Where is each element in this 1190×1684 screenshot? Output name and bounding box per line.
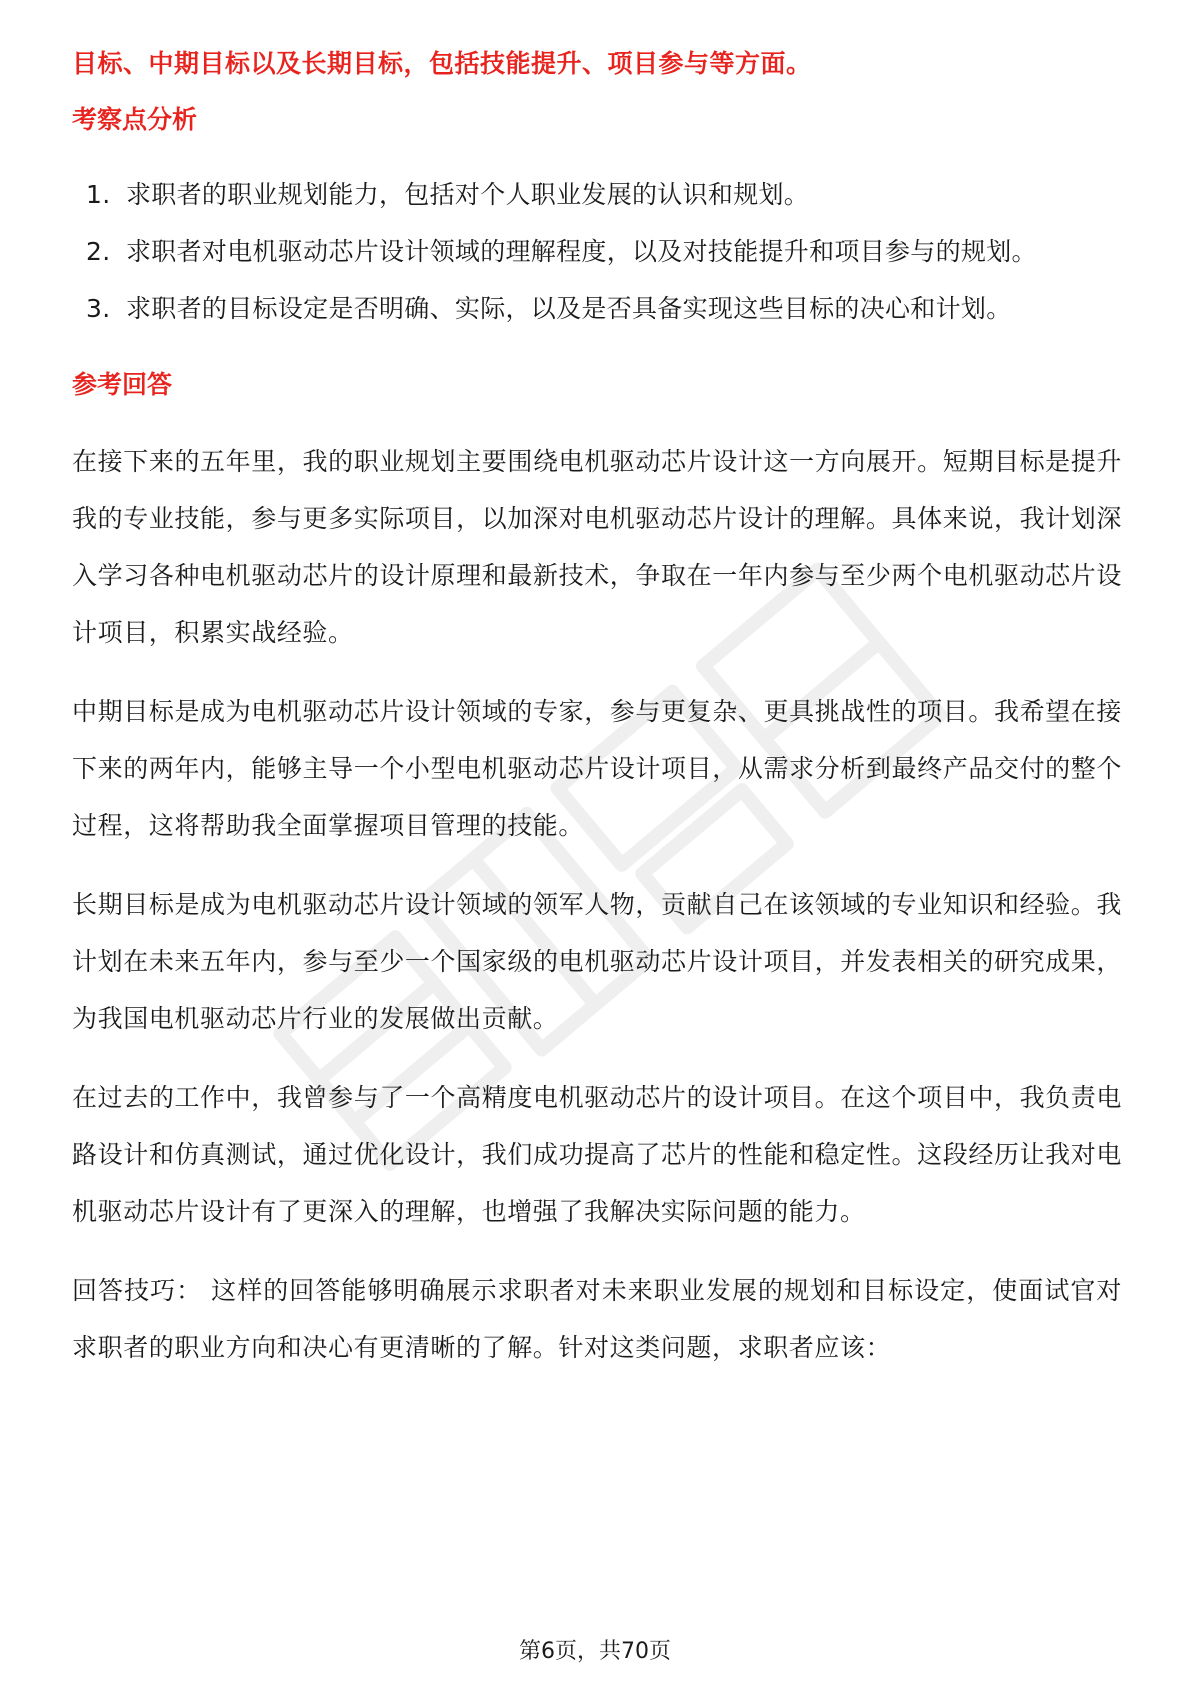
page-number: 第6页，共70页	[519, 1639, 671, 1664]
analysis-point-text: 求职者的目标设定是否明确、实际，以及是否具备实现这些目标的决心和计划。	[126, 294, 1012, 323]
intro-line: 目标、中期目标以及长期目标，包括技能提升、项目参与等方面。	[72, 49, 812, 78]
analysis-point	[72, 223, 1122, 280]
answer-paragraph: 中期目标是成为电机驱动芯片设计领域的专家，参与更复杂、更具挑战性的项目。我希望在接下来的两年内，能够主导一个小型电机驱动芯片设计项目，从需求分析到最终产品交付的整个过程，这将帮助我全面掌握项目管理的技能。	[72, 697, 1122, 840]
document-page	[72, 44, 1122, 1376]
analysis-point-number: 3.	[86, 294, 111, 323]
analysis-point-text: 求职者的职业规划能力，包括对个人职业发展的认识和规划。	[126, 180, 810, 209]
answer-paragraph: 长期目标是成为电机驱动芯片设计领域的领军人物，贡献自己在该领域的专业知识和经验。我计划在未来五年内，参与至少一个国家级的电机驱动芯片设计项目，并发表相关的研究成果，为我国电机驱动芯片行业的发展做出贡献。	[72, 890, 1122, 1033]
answer-heading: 参考回答	[72, 370, 173, 399]
analysis-point-text: 求职者对电机驱动芯片设计领域的理解程度，以及对技能提升和项目参与的规划。	[126, 237, 1037, 266]
answer-paragraph: 在过去的工作中，我曾参与了一个高精度电机驱动芯片的设计项目。在这个项目中，我负责电路设计和仿真测试，通过优化设计，我们成功提高了芯片的性能和稳定性。这段经历让我对电机驱动芯片设计有了更深入的理解，也增强了我解决实际问题的能力。	[72, 1083, 1122, 1226]
analysis-point	[72, 166, 1122, 223]
answer-paragraph: 在接下来的五年里，我的职业规划主要围绕电机驱动芯片设计这一方向展开。短期目标是提升我的专业技能，参与更多实际项目，以加深对电机驱动芯片设计的理解。具体来说，我计划深入学习各种电机驱动芯片的设计原理和最新技术，争取在一年内参与至少两个电机驱动芯片设计项目，积累实战经验。	[72, 447, 1122, 647]
analysis-point-number: 2.	[86, 237, 111, 266]
analysis-heading: 考察点分析	[72, 105, 198, 134]
answer-tips-paragraph: 回答技巧： 这样的回答能够明确展示求职者对未来职业发展的规划和目标设定，使面试官对求职者的职业方向和决心有更清晰的了解。针对这类问题，求职者应该：	[72, 1276, 1122, 1362]
analysis-point	[72, 280, 1122, 337]
analysis-point-number: 1.	[86, 180, 111, 209]
analysis-points-list	[72, 166, 1122, 337]
